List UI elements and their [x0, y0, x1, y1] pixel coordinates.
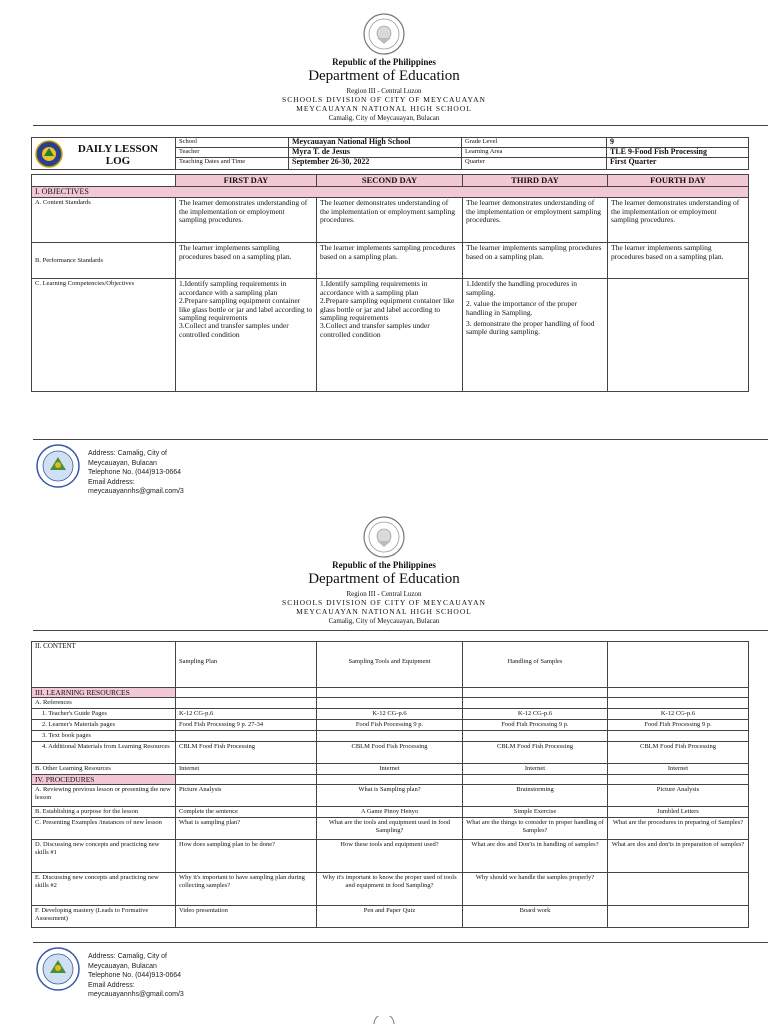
footer-address-1: Address: Camalig, City of [88, 450, 167, 457]
references-empty-1 [176, 698, 317, 708]
quarter-label: Quarter [462, 158, 607, 170]
materials-label: 2. Learner's Materials pages [32, 719, 176, 730]
procedure-a-day2: What is Sampling plan? [317, 785, 463, 807]
daily-lesson-log-title [32, 138, 176, 170]
additional-day3: CBLM Food Fish Processing [463, 741, 608, 763]
page2-footer [36, 941, 436, 1001]
letterhead-2 [0, 510, 768, 625]
guide-label: 1. Teacher's Guide Pages [32, 708, 176, 719]
procedure-d-day1: How does sampling plan to be done? [176, 840, 317, 873]
region-line: Region III - Central Luzon [346, 590, 422, 598]
competency-item: 3.Collect and transfer samples under controlled condition [179, 321, 289, 339]
dll-title-2: LOG [105, 155, 131, 167]
procedure-c-day3: What are the things to consider in proper handling of Samples? [463, 818, 608, 840]
school-seal-icon [36, 947, 80, 991]
competency-item: 1.Identify the handling procedures in sampling. [466, 279, 578, 297]
procedure-c-label: C. Presenting Examples /instances of new lesson [32, 818, 176, 840]
procedure-c-day2: What are the tools and equipment used in food Sampling? [317, 818, 463, 840]
dates-value: September 26-30, 2022 [289, 158, 462, 170]
content-section: II. CONTENT [32, 642, 176, 688]
additional-day1: CBLM Food Fish Processing [176, 741, 317, 763]
footer-email-label: Email Address: [88, 478, 135, 486]
objectives-table [31, 174, 749, 392]
additional-label: 4. Additional Materials from Learning Resources [32, 741, 176, 763]
footer-email-label: Email Address: [88, 981, 135, 989]
procedure-a-label: A. Reviewing previous lesson or presenting the new lesson [32, 785, 176, 807]
footer-telephone: Telephone No. (044)913-0664 [88, 972, 182, 979]
procedures-empty-4 [608, 774, 749, 784]
procedure-f-day1: Video presentation [176, 906, 317, 928]
school-address: Camalig, City of Meycauayan, Bulacan [328, 114, 440, 122]
procedure-d-day3: What are dos and Don'ts in handling of samples? [463, 840, 608, 873]
footer-telephone: Telephone No. (044)913-0664 [88, 469, 182, 476]
performance-standard-day4: The learner implements sampling procedures based on a sampling plan. [608, 243, 749, 279]
resources-empty-3 [463, 688, 608, 698]
procedures-section: IV. PROCEDURES [32, 774, 176, 784]
deped-seal-icon [363, 13, 405, 55]
procedure-d-day2: How these tools and equipment used? [317, 840, 463, 873]
procedure-d-day4: What are dos and don'ts in preparation of samples? [608, 840, 749, 873]
header-divider [33, 125, 768, 126]
teacher-value: Myra T. de Jesus [289, 148, 462, 158]
content-standards-label: A. Content Standards [32, 198, 176, 243]
competency-item: 1.Identify sampling requirements in accordance with a sampling plan [179, 279, 287, 297]
division-line: SCHOOLS DIVISION OF CITY OF MEYCAUAYAN [282, 598, 486, 607]
content-standard-day1: The learner demonstrates understanding of the implementation or employment sampling procedures. [176, 198, 317, 243]
letterhead [0, 0, 768, 122]
guide-day2: K-12 CG-p.6 [317, 708, 463, 719]
procedure-f-day2: Pen and Paper Quiz [317, 906, 463, 928]
procedure-b-day4: Jumbled Letters [608, 807, 749, 818]
resources-empty-2 [317, 688, 463, 698]
materials-day1: Food Fish Processing 9 p. 27-34 [176, 719, 317, 730]
content-day2: Sampling Tools and Equipment [317, 642, 463, 688]
footer-address-2: Meycauayan, Bulacan [88, 962, 157, 970]
procedure-c-day1: What is sampling plan? [176, 818, 317, 840]
deped-seal-icon [363, 516, 405, 558]
school-value: Meycauayan National High School [289, 138, 462, 148]
procedure-a-day3: Brainstorming [463, 785, 608, 807]
day-header-2: SECOND DAY [317, 175, 463, 187]
performance-standard-day2: The learner implements sampling procedures based on a sampling plan. [317, 243, 463, 279]
quarter-value: First Quarter [607, 158, 749, 170]
content-day3: Handling of Samples [463, 642, 608, 688]
other-day4: Internet [608, 763, 749, 774]
procedure-b-label: B. Establishing a purpose for the lesson [32, 807, 176, 818]
page1-footer [36, 438, 436, 498]
grade-value: 9 [607, 138, 749, 148]
footer-address-1: Address: Camalig, City of [88, 953, 167, 960]
performance-standards-label: B. Performance Standards [32, 243, 176, 279]
textbook-label: 3. Text book pages [32, 730, 176, 741]
area-label: Learning Area [462, 148, 607, 158]
footer-text [88, 449, 184, 497]
corner-cell [32, 175, 176, 187]
school-address: Camalig, City of Meycauayan, Bulacan [328, 617, 440, 625]
division-line: SCHOOLS DIVISION OF CITY OF MEYCAUAYAN [282, 95, 486, 104]
teacher-label: Teacher [176, 148, 289, 158]
school-line: MEYCAUAYAN NATIONAL HIGH SCHOOL [296, 104, 472, 113]
school-seal-icon [36, 444, 80, 488]
competency-item: 3. demonstrate the proper handling of food sample during sampling. [466, 319, 595, 337]
other-day1: Internet [176, 763, 317, 774]
procedure-f-label: F. Developing mastery (Leads to Formative Assessment) [32, 906, 176, 928]
competencies-day1 [176, 279, 317, 392]
content-day1: Sampling Plan [176, 642, 317, 688]
republic-line: Republic of the Philippines [332, 57, 436, 67]
textbook-empty-3 [463, 730, 608, 741]
references-empty-4 [608, 698, 749, 708]
footer-email: meycauayannhs@gmail.com/3 [88, 488, 184, 495]
procedure-b-day2: A Game Pinoy Henyo [317, 807, 463, 818]
textbook-empty-4 [608, 730, 749, 741]
other-day2: Internet [317, 763, 463, 774]
procedure-e-day3: Why should we handle the samples properly? [463, 873, 608, 906]
procedure-f-day3: Board work [463, 906, 608, 928]
guide-day4: K-12 CG-p.6 [608, 708, 749, 719]
header-divider-2 [33, 630, 768, 631]
procedure-e-day1: Why it's important to have sampling plan during collecting samples? [176, 873, 317, 906]
day-header-3: THIRD DAY [463, 175, 608, 187]
content-standard-day2: The learner demonstrates understanding of the implementation or employment sampling procedures. [317, 198, 463, 243]
other-day3: Internet [463, 763, 608, 774]
school-line: MEYCAUAYAN NATIONAL HIGH SCHOOL [296, 607, 472, 616]
deped-seal-icon [372, 1016, 396, 1024]
school-label: School [176, 138, 289, 148]
footer-email: meycauayannhs@gmail.com/3 [88, 991, 184, 998]
additional-day4: CBLM Food Fish Processing [608, 741, 749, 763]
lesson-log-table [31, 137, 749, 170]
textbook-empty-2 [317, 730, 463, 741]
competencies-label: C. Learning Competencies/Objectives [32, 279, 176, 392]
competencies-day4 [608, 279, 749, 392]
references-empty-3 [463, 698, 608, 708]
performance-standard-day3: The learner implements sampling procedures based on a sampling plan. [463, 243, 608, 279]
content-standard-day4: The learner demonstrates understanding of the implementation or employment sampling procedures. [608, 198, 749, 243]
procedure-d-label: D. Discussing new concepts and practicing new skills #1 [32, 840, 176, 873]
references-empty-2 [317, 698, 463, 708]
competency-item: 1.Identify sampling requirements in accordance with a sampling plan [320, 279, 428, 297]
dll-title-1: DAILY LESSON [77, 143, 159, 155]
republic-line: Republic of the Philippines [332, 560, 436, 570]
department-title: Department of Education [308, 571, 460, 587]
footer-address-2: Meycauayan, Bulacan [88, 459, 157, 467]
region-line: Region III - Central Luzon [346, 87, 422, 95]
area-value: TLE 9-Food Fish Processing [607, 148, 749, 158]
performance-standard-day1: The learner implements sampling procedures based on a sampling plan. [176, 243, 317, 279]
competency-item: 3.Collect and transfer samples under controlled condition [320, 321, 430, 339]
references-label: A. References [32, 698, 176, 708]
procedure-c-day4: What are the procedures in preparing of Samples? [608, 818, 749, 840]
content-day4 [608, 642, 749, 688]
resources-section: III. LEARNING RESOURCES [32, 688, 176, 698]
materials-day3: Food Fish Processing 9 p. [463, 719, 608, 730]
competencies-day2 [317, 279, 463, 392]
department-title: Department of Education [308, 68, 460, 84]
day-header-4: FOURTH DAY [608, 175, 749, 187]
competency-item: 2.Prepare sampling equipment container like glass bottle or jar and label according to sampling requirements [320, 296, 455, 323]
content-procedures-table [31, 641, 749, 928]
procedure-a-day1: Picture Analysis [176, 785, 317, 807]
guide-day3: K-12 CG-p.6 [463, 708, 608, 719]
competency-item: 2.Prepare sampling equipment container like glass bottle or jar and label according to sampling requirements [179, 296, 313, 323]
competencies-day3 [463, 279, 608, 392]
procedure-e-day4 [608, 873, 749, 906]
guide-day1: K-12 CG-p.6 [176, 708, 317, 719]
resources-empty-1 [176, 688, 317, 698]
procedures-empty-1 [176, 774, 317, 784]
procedure-e-day2: Why it's important to know the proper used of tools and equipment in food Sampling? [317, 873, 463, 906]
procedure-b-day3: Simple Exercise [463, 807, 608, 818]
textbook-empty-1 [176, 730, 317, 741]
competency-item: 2. value the importance of the proper handling in Sampling. [466, 299, 577, 317]
procedure-e-label: E. Discussing new concepts and practicing new skills #2 [32, 873, 176, 906]
procedure-f-day4 [608, 906, 749, 928]
resources-empty-4 [608, 688, 749, 698]
procedure-a-day4: Picture Analysis [608, 785, 749, 807]
content-standard-day3: The learner demonstrates understanding of the implementation or employment sampling procedures. [463, 198, 608, 243]
procedures-empty-2 [317, 774, 463, 784]
grade-label: Grade Level [462, 138, 607, 148]
dates-label: Teaching Dates and Time [176, 158, 289, 170]
additional-day2: CBLM Food Fish Processing [317, 741, 463, 763]
procedure-b-day1: Complete the sentence [176, 807, 317, 818]
procedures-empty-3 [463, 774, 608, 784]
materials-day4: Food Fish Processing 9 p. [608, 719, 749, 730]
school-seal-icon [35, 140, 63, 168]
objectives-section: I. OBJECTIVES [32, 187, 749, 198]
materials-day2: Food Fish Processing 9 p. [317, 719, 463, 730]
other-resources-label: B. Other Learning Resources [32, 763, 176, 774]
day-header-1: FIRST DAY [176, 175, 317, 187]
footer-text [88, 952, 184, 1000]
